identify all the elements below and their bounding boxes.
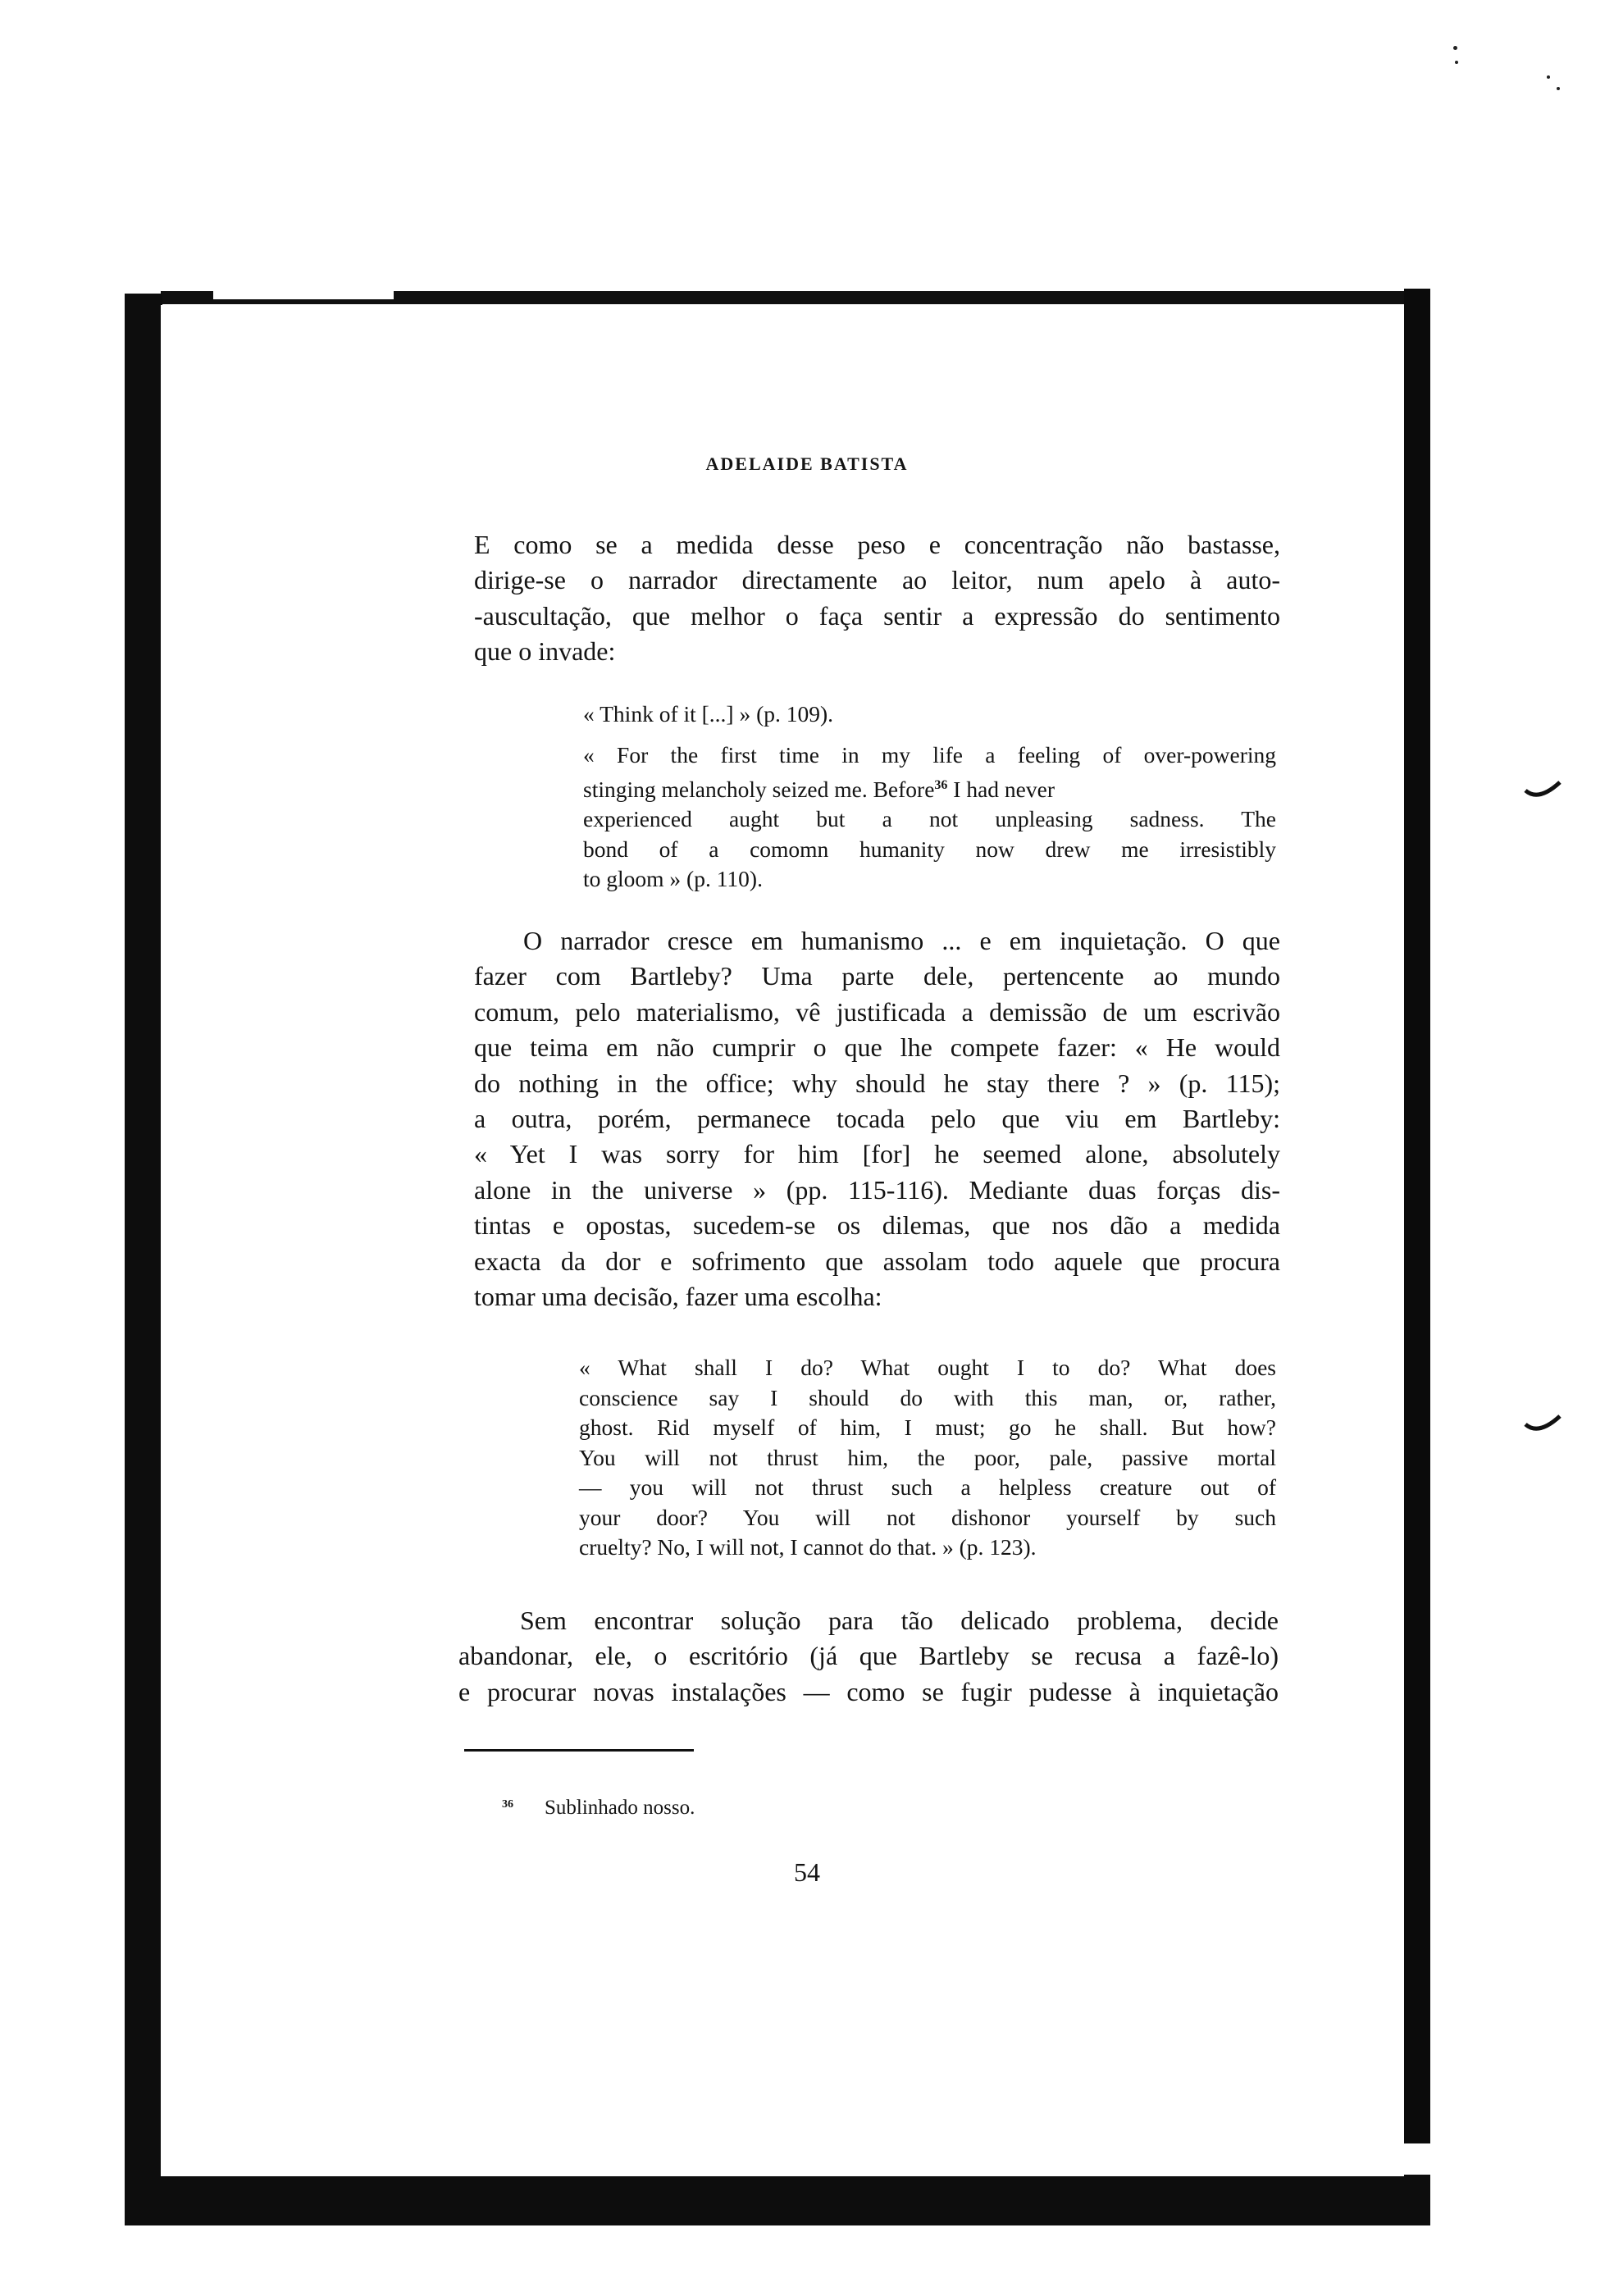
scan-speck [1547, 75, 1550, 79]
quote-line: bond of a comomn humanity now drew me irresistibly [583, 836, 1276, 862]
quote-line: to gloom » (p. 110). [583, 866, 763, 892]
quote-line: conscience say I should do with this man, or, rather, [579, 1384, 1276, 1410]
scan-speck [1557, 87, 1560, 90]
quote-line: cruelty? No, I will not, I cannot do that. » (p. 123). [579, 1534, 1037, 1560]
text-line: tintas e opostas, sucedem-se os dilemas, que nos dão a medida [474, 1210, 1280, 1241]
block-quote-2 [583, 740, 1276, 895]
text-line: e procurar novas instalações — como se fugir pudesse à inquietação [458, 1676, 1279, 1706]
quote-line: your door? You will not dishonor yourself by such [579, 1504, 1276, 1530]
quote-line [583, 771, 1276, 805]
text-line: « Yet I was sorry for him [for] he seemed alone, absolutely [474, 1139, 1280, 1169]
scan-speck [1455, 61, 1458, 64]
footnote-text: Sublinhado nosso. [545, 1797, 695, 1819]
quote-line-head: stinging melancholy seized me. Before [583, 776, 935, 802]
text-line: dirige-se o narrador directamente ao leitor, num apelo à auto- [474, 565, 1280, 595]
text-line: comum, pelo materialismo, vê justificada a demissão de um escrivão [474, 996, 1280, 1027]
text-line: E como se a medida desse peso e concentração não bastasse, [474, 530, 1280, 559]
paragraph-3 [458, 1603, 1279, 1710]
footnote-rule [464, 1749, 694, 1752]
footnote-reference: 36 [934, 777, 948, 792]
text-line: fazer com Bartleby? Uma parte dele, pertencente ao mundo [474, 961, 1280, 991]
scan-border-gap [213, 291, 394, 299]
paragraph-2 [474, 923, 1280, 1314]
quote-line-tail: I had never [947, 776, 1055, 802]
quote-line: « What shall I do? What ought I to do? What does [579, 1355, 1276, 1380]
scan-border-bottom [125, 2175, 1430, 2225]
text-line: -auscultação, que melhor o faça sentir a expressão do sentimento [474, 600, 1280, 631]
block-quote-3 [579, 1353, 1276, 1563]
text-line: que o invade: [474, 636, 616, 667]
scan-speck [1453, 46, 1457, 50]
footnote-marker: 36 [502, 1798, 513, 1811]
text-line: exacta da dor e sofrimento que assolam todo aquele que procura [474, 1246, 1280, 1276]
paragraph-1 [474, 527, 1280, 670]
block-quote-1 [583, 699, 1276, 730]
text-line: Sem encontrar solução para tão delicado problema, decide [520, 1606, 1279, 1635]
text-line: que teima em não cumprir o que lhe compete fazer: « He would [474, 1032, 1280, 1063]
quote-line: ghost. Rid myself of him, I must; go he shall. But how? [579, 1414, 1276, 1440]
scan-border-left [125, 294, 162, 2225]
quote-line: — you will not thrust such a helpless creature out of [579, 1474, 1276, 1500]
scan-border-bottom-inner [161, 2171, 1404, 2176]
quote-line: experienced aught but a not unpleasing sadness. The [583, 806, 1276, 832]
running-header: ADELAIDE BATISTA [705, 453, 909, 474]
quote-line: « For the first time in my life a feeling of over-powering [583, 742, 1276, 768]
page-number: 54 [794, 1857, 820, 1887]
text-line: abandonar, ele, o escritório (já que Bartleby se recusa a fazê-lo) [458, 1641, 1279, 1671]
margin-check-mark [1524, 779, 1563, 804]
quote-line: « Think of it [...] » (p. 109). [583, 701, 834, 727]
quote-line: You will not thrust him, the poor, pale, passive mortal [579, 1444, 1276, 1470]
text-line: tomar uma decisão, fazer uma escolha: [474, 1282, 882, 1312]
text-line: alone in the universe » (pp. 115-116). Mediante duas forças dis- [474, 1174, 1280, 1205]
text-line: a outra, porém, permanece tocada pelo que viu em Bartleby: [474, 1104, 1280, 1134]
scan-border-left-inner [161, 305, 166, 2175]
text-line: O narrador cresce em humanismo ... e em inquietação. O que [523, 926, 1280, 955]
margin-check-mark [1524, 1413, 1563, 1437]
text-line: do nothing in the office; why should he stay there ? » (p. 115); [474, 1068, 1280, 1098]
